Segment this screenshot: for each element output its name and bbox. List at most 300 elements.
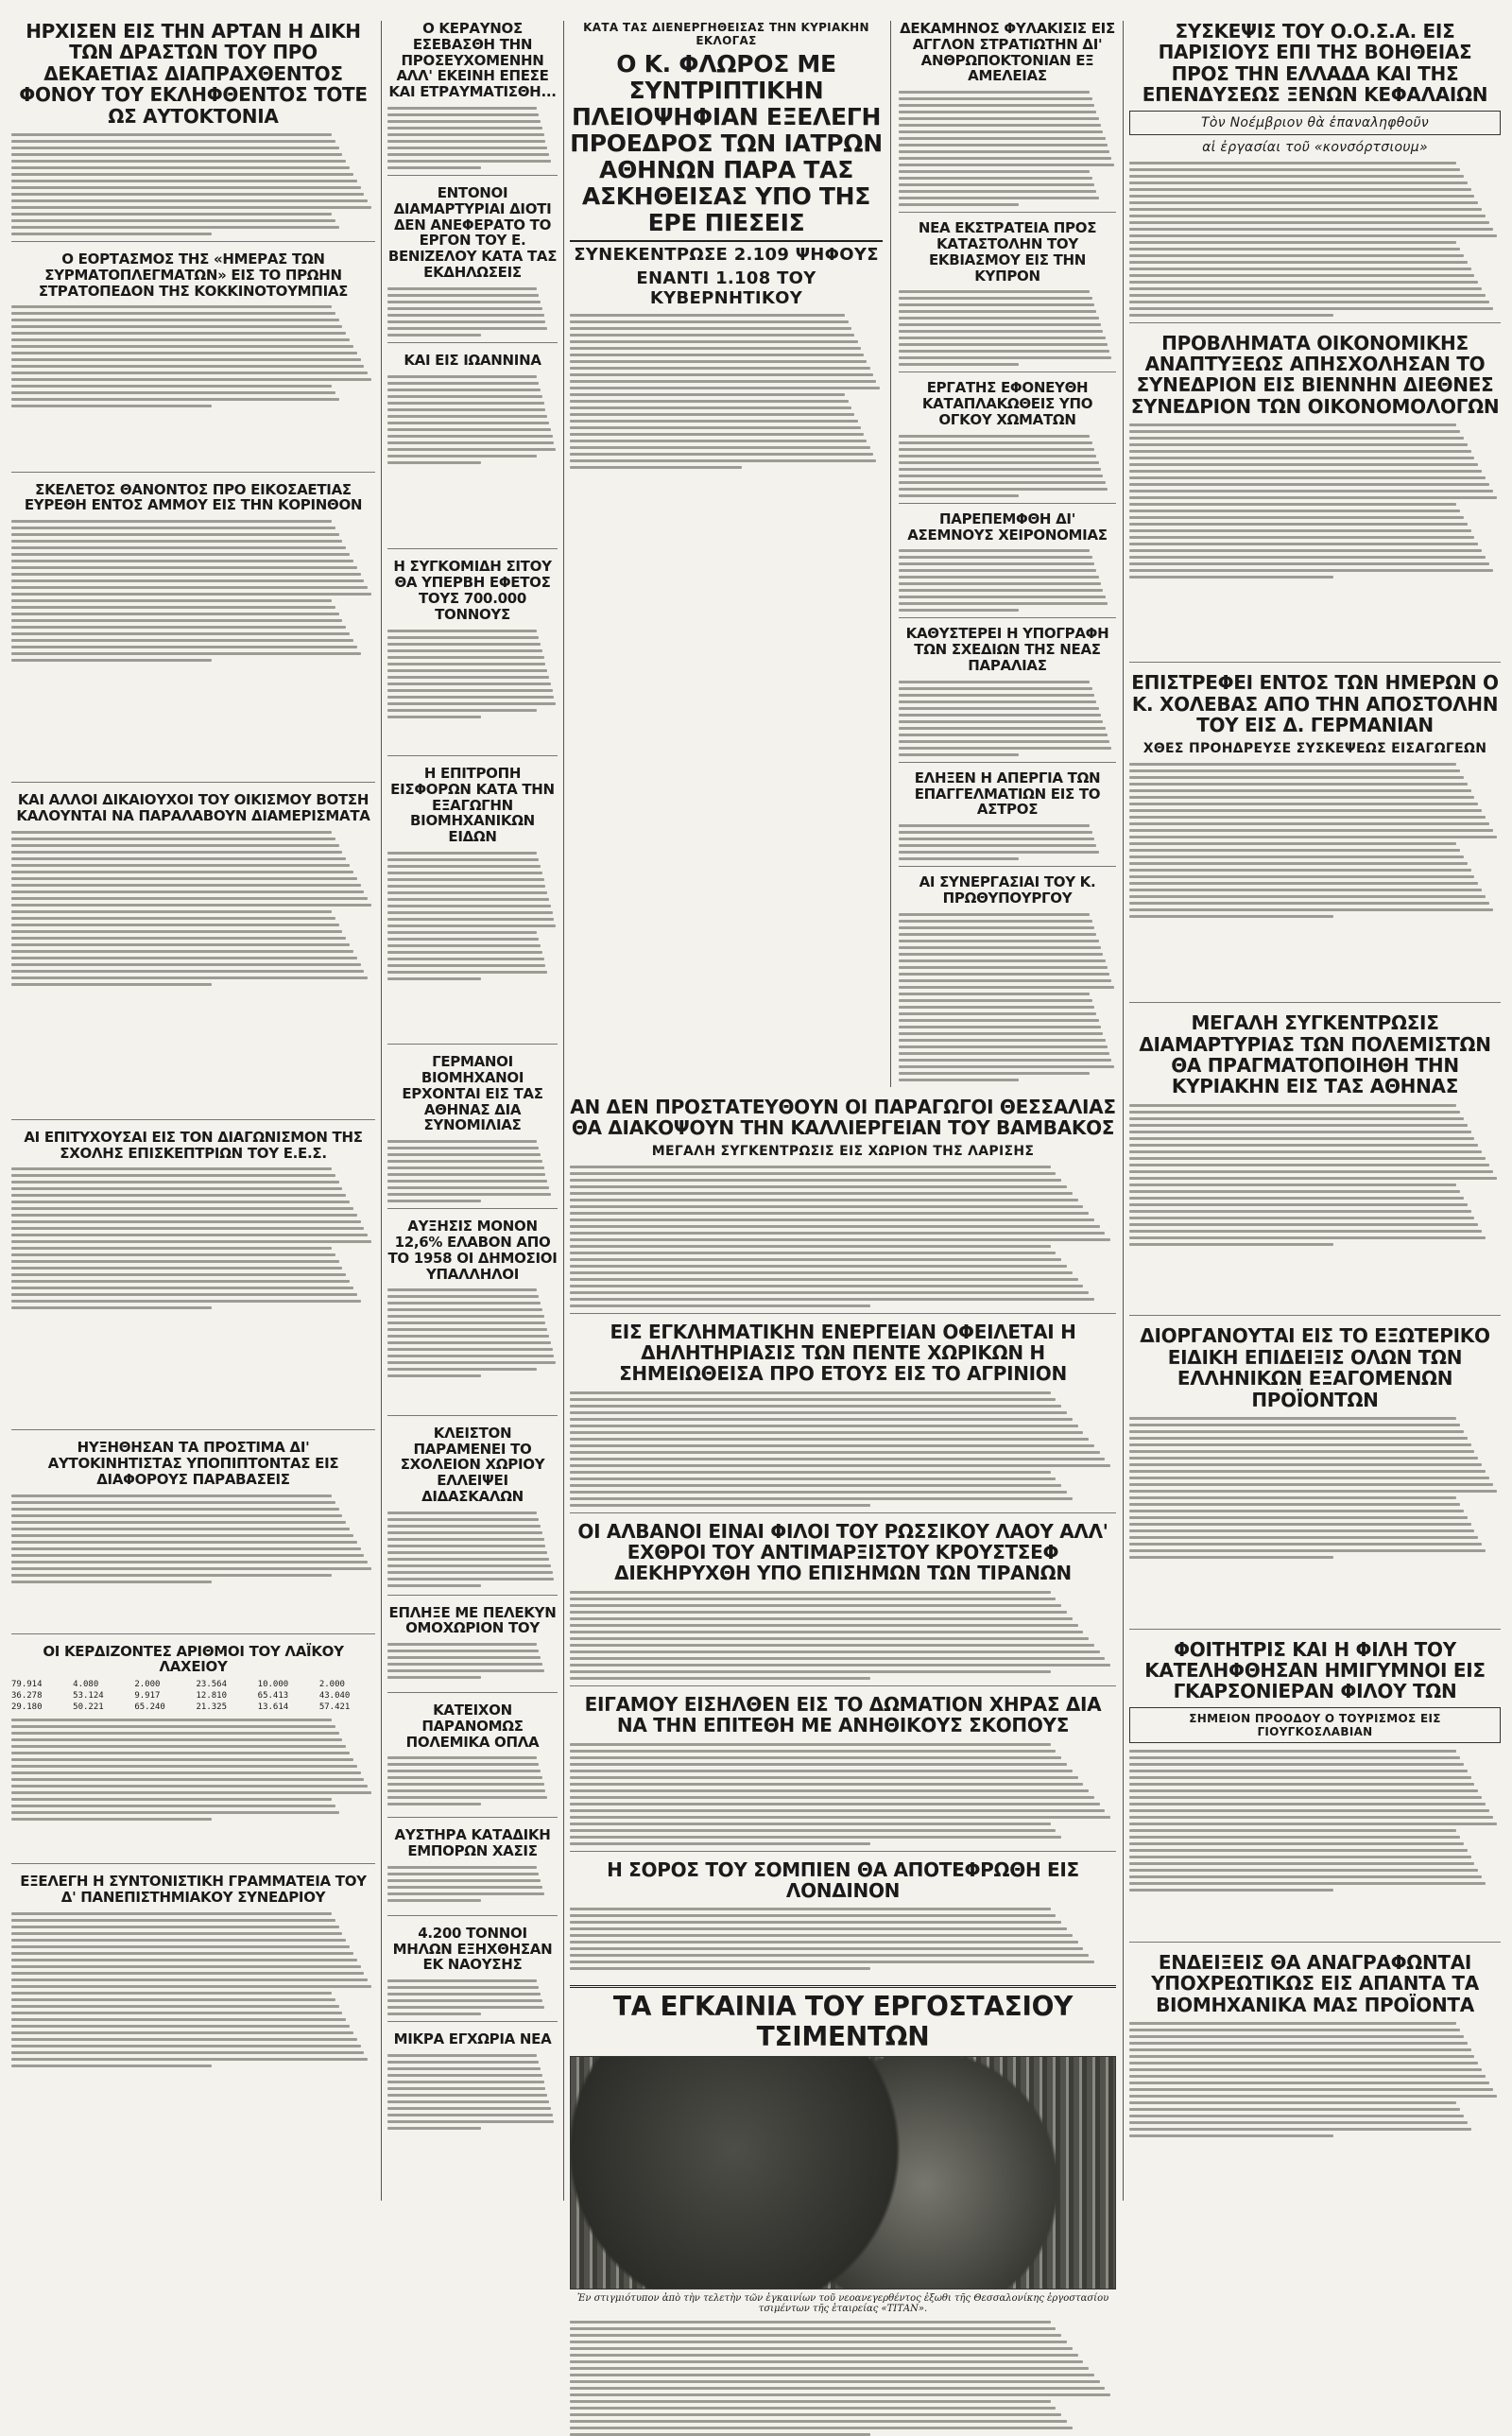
text-line (1129, 549, 1482, 552)
article-col2 (387, 559, 558, 756)
text-line (387, 2127, 481, 2130)
text-line (570, 1927, 1067, 1930)
text-line (387, 2120, 554, 2123)
text-line (570, 347, 861, 350)
article-headline: Ο ΕΟΡΤΑΣΜΟΣ ΤΗΣ «ΗΜΕΡΑΣ ΤΩΝ ΣΥΡΜΑΤΟΠΛΕΓΜΑΤΩΝ» ΕΙΣ ΤΟ ΠΡΩΗΝ ΣΤΡΑΤΟΠΕΔΟΝ ΤΗΣ ΚΟΚΚΙΝΟΤΟΥΜΠΙΑΣ (38, 250, 349, 300)
article-col1 (11, 1644, 375, 1865)
column-rule (381, 21, 382, 2201)
article-headline: ΟΙ ΚΕΡΔΙΖΟΝΤΕΣ ΑΡΙΘΜΟΙ ΤΟΥ ΛΑΪΚΟΥ ΛΑΧΕΙΟΥ (43, 1642, 344, 1676)
right-article (1129, 333, 1501, 664)
text-line (11, 1287, 353, 1289)
lead-subheadline-2: ΕΝΑΝΤΙ 1.108 ΤΟΥ ΚΥΒΕΡΝΗΤΙΚΟΥ (636, 268, 816, 308)
text-line (387, 314, 544, 317)
text-line (899, 727, 1106, 730)
text-line (1129, 1756, 1460, 1759)
lottery-number: 9.917 (134, 1691, 161, 1702)
text-line (570, 1803, 1100, 1805)
text-line (1129, 1131, 1471, 1133)
text-line (1129, 1496, 1456, 1499)
text-line (11, 338, 350, 341)
text-line (1129, 2128, 1471, 2131)
text-line (11, 1758, 353, 1761)
text-line (570, 2367, 1089, 2370)
text-line (1129, 2115, 1464, 2117)
center-article (570, 1521, 1116, 1686)
text-line (899, 714, 1101, 717)
text-line (899, 999, 1092, 1002)
text-line (1129, 1523, 1471, 1526)
text-line (387, 435, 553, 438)
text-line (387, 865, 541, 868)
text-line (899, 170, 1090, 173)
text-line (11, 1187, 342, 1190)
article-headline: ΕΙΓΑΜΟΥ ΕΙΣΗΛΘΕΝ ΕΙΣ ΤΟ ΔΩΜΑΤΙΟΝ ΧΗΡΑΣ ΔΙΑ ΝΑ ΤΗΝ ΕΠΙΤΕΘΗ ΜΕ ΑΝΗΘΙΚΟΥΣ ΣΚΟΠΟΥΣ (584, 1692, 1102, 1737)
article-body (570, 1589, 1116, 1680)
text-line (11, 398, 339, 401)
text-line (1129, 2062, 1478, 2065)
text-line (899, 1032, 1103, 1035)
text-line (1129, 862, 1468, 865)
text-line (387, 1999, 542, 2002)
text-line (570, 1591, 1051, 1594)
text-line (11, 851, 342, 854)
text-line (11, 1932, 342, 1935)
text-line (11, 378, 371, 381)
text-line (570, 446, 870, 449)
text-line (1129, 1137, 1474, 1140)
text-line (899, 926, 1094, 929)
text-line (1129, 2048, 1471, 2051)
text-line (11, 1541, 357, 1544)
text-line (570, 2327, 1056, 2330)
text-line (11, 1738, 342, 1741)
text-line (387, 1650, 539, 1652)
text-line (11, 1528, 350, 1530)
text-line (387, 1348, 553, 1351)
text-line (570, 420, 858, 423)
text-line (570, 1411, 1067, 1414)
center-side-article (899, 511, 1116, 619)
text-line (570, 373, 873, 376)
text-line (11, 877, 357, 880)
center-side-article (899, 21, 1116, 213)
text-line (570, 1491, 1067, 1494)
text-line (899, 979, 1111, 982)
text-line (11, 1306, 212, 1309)
text-line (387, 709, 537, 712)
text-line (1129, 1437, 1468, 1440)
text-line (899, 1019, 1099, 1022)
text-line (1129, 763, 1456, 766)
text-line (11, 312, 335, 315)
text-line (387, 1180, 547, 1183)
text-line (1129, 1842, 1464, 1845)
text-line (387, 2087, 545, 2090)
article-col2 (387, 1605, 558, 1693)
text-line (899, 602, 1108, 605)
text-line (570, 1497, 1073, 1500)
text-line (11, 193, 364, 196)
article-body (387, 1978, 558, 2015)
text-line (387, 696, 554, 699)
text-line (11, 1959, 357, 1961)
text-line (1129, 175, 1464, 178)
text-line (899, 303, 1094, 306)
text-line (1129, 562, 1489, 565)
text-line (387, 1166, 544, 1169)
text-line (387, 1776, 542, 1779)
text-line (1129, 1477, 1489, 1479)
text-line (570, 1285, 1083, 1287)
text-line (387, 1979, 537, 1982)
text-line (11, 520, 332, 523)
text-line (387, 1193, 551, 1196)
text-line (387, 971, 547, 974)
text-line (387, 1525, 541, 1528)
text-line (387, 113, 539, 116)
text-line (11, 1952, 353, 1955)
text-line (1129, 1763, 1464, 1766)
text-line (11, 1798, 332, 1801)
text-line (11, 219, 335, 222)
text-line (11, 345, 353, 348)
text-line (387, 1892, 544, 1895)
text-line (387, 1538, 544, 1541)
text-line (899, 494, 1019, 497)
text-line (570, 2334, 1061, 2337)
text-line (11, 1785, 368, 1788)
text-line (570, 1941, 1078, 1944)
article-body (11, 518, 375, 776)
text-line (1129, 1443, 1471, 1446)
text-line (899, 468, 1101, 471)
article-body (1129, 761, 1501, 997)
text-line (570, 1914, 1056, 1917)
article-headline: ΜΕΓΑΛΗ ΣΥΓΚΕΝΤΡΩΣΙΣ ΔΙΑΜΑΡΤΥΡΙΑΣ ΤΩΝ ΠΟΛΕΜΙΣΤΩΝ ΘΑ ΠΡΑΓΜΑΤΟΠΟΙΗΘΗ ΤΗΝ ΚΥΡΙΑΚΗΝ ΕΙΣ ΤΑΣ ΑΘΗΝΑΣ (1139, 1011, 1491, 1098)
text-line (1129, 809, 1482, 812)
text-line (1129, 1243, 1333, 1246)
text-line (570, 1657, 1105, 1660)
text-line (387, 1676, 481, 1679)
text-line (899, 317, 1099, 320)
text-line (570, 413, 854, 416)
article-col1 (11, 21, 375, 242)
text-line (570, 1644, 1094, 1647)
text-line (570, 1484, 1061, 1487)
text-line (570, 2427, 1073, 2429)
article-col2 (387, 1054, 558, 1209)
text-line (570, 1829, 1056, 1832)
text-line (387, 1315, 544, 1318)
text-line (387, 1571, 553, 1574)
text-line (11, 1547, 361, 1550)
text-line (11, 325, 342, 328)
text-line (11, 213, 332, 216)
text-line (570, 2341, 1067, 2343)
text-line (570, 1232, 1105, 1235)
photo-story (570, 1985, 1116, 2436)
text-line (387, 2074, 542, 2077)
text-line (1129, 241, 1456, 244)
text-line (11, 2051, 364, 2054)
text-line (899, 350, 1109, 353)
lottery-number: 12.810 (196, 1691, 228, 1702)
text-line (387, 1173, 545, 1176)
text-line (1129, 1470, 1486, 1473)
text-line (899, 740, 1109, 743)
text-line (1129, 523, 1468, 526)
text-line (11, 391, 335, 394)
text-line (387, 931, 537, 934)
text-line (1129, 836, 1497, 838)
text-line (1129, 842, 1456, 845)
text-line (11, 831, 332, 834)
article-body (387, 1287, 558, 1408)
text-line (11, 1919, 335, 1922)
text-line (570, 1431, 1083, 1434)
lottery-number: 65.240 (134, 1702, 165, 1713)
text-line (570, 2354, 1078, 2357)
text-line (1129, 261, 1468, 264)
article-col1 (11, 1130, 375, 1431)
text-line (1129, 1217, 1474, 1219)
text-line (1129, 1223, 1478, 1226)
lead-headline: Ο Κ. ΦΛΩΡΟΣ ΜΕ ΣΥΝΤΡΙΠΤΙΚΗΝ ΠΛΕΙΟΨΗΦΙΑΝ ΕΞΕΛΕΓΗ ΠΡΟΕΔΡΟΣ ΤΩΝ ΙΑΤΡΩΝ ΑΘΗΝΩΝ ΠΑΡΑ ΤΑΣ ΑΣΚΗΘΕΙΣΑΣ ΥΠΟ ΤΗΣ ΕΡΕ ΠΙΕΣΕΙΣ (570, 50, 883, 236)
text-line (570, 320, 849, 323)
text-line (387, 1341, 551, 1344)
text-line (1129, 1450, 1474, 1453)
text-line (387, 1669, 544, 1672)
text-line (387, 918, 554, 921)
text-line (570, 387, 880, 389)
text-line (570, 1425, 1078, 1427)
text-line (387, 166, 481, 169)
article-body (1129, 1415, 1501, 1623)
text-line (1129, 2022, 1456, 2025)
text-line (1129, 2042, 1468, 2045)
text-line (1129, 908, 1493, 911)
right-column (1129, 21, 1501, 2201)
text-line (1129, 1190, 1460, 1193)
text-line (387, 885, 545, 888)
text-line (570, 1405, 1061, 1408)
article-body (11, 1493, 375, 1628)
text-line (899, 197, 1099, 199)
article-body (387, 850, 558, 1038)
text-line (1129, 875, 1474, 878)
text-line (1129, 510, 1460, 512)
text-line (1129, 457, 1474, 459)
article-headline: ΕΡΓΑΤΗΣ ΕΦΟΝΕΥΘΗ ΚΑΤΑΠΛΑΚΩΘΕΙΣ ΥΠΟ ΟΓΚΟΥ ΧΩΜΑΤΩΝ (921, 379, 1093, 428)
text-line (570, 1796, 1094, 1799)
lottery-number: 4.080 (73, 1680, 99, 1690)
article-headline: ΝΕΑ ΕΚΣΤΡΑΤΕΙΑ ΠΡΟΣ ΚΑΤΑΣΤΟΛΗΝ ΤΟΥ ΕΚΒΙΑΣΜΟΥ ΕΙΣ ΤΗΝ ΚΥΠΡΟΝ (918, 219, 1097, 285)
text-line (899, 290, 1090, 293)
text-line (570, 2360, 1083, 2363)
text-line (387, 898, 549, 901)
factory-inauguration-photo (570, 2056, 1116, 2289)
text-line (1129, 2095, 1497, 2098)
text-line (1129, 1829, 1456, 1832)
text-line (11, 358, 361, 361)
text-line (1129, 1463, 1482, 1466)
article-headline: Η ΕΠΙΤΡΟΠΗ ΕΙΣΦΟΡΩΝ ΚΑΤΑ ΤΗΝ ΕΞΑΓΩΓΗΝ ΒΙΟΜΗΧΑΝΙΚΩΝ ΕΙΔΩΝ (390, 765, 555, 846)
text-line (570, 1298, 1094, 1301)
text-line (570, 406, 851, 409)
text-line (899, 144, 1108, 147)
text-line (387, 327, 547, 330)
text-line (899, 441, 1092, 444)
lottery-numbers-table (11, 1680, 375, 1712)
center-articles (570, 1097, 1116, 1977)
text-line (387, 422, 549, 424)
text-line (1129, 1236, 1486, 1239)
text-line (11, 606, 335, 609)
lottery-number: 79.914 (11, 1680, 43, 1690)
text-line (11, 226, 339, 229)
text-line (11, 233, 212, 235)
text-line (570, 1464, 1110, 1467)
lead-kicker: ΚΑΤΑ ΤΑΣ ΔΙΕΝΕΡΓΗΘΕΙΣΑΣ ΤΗΝ ΚΥΡΙΑΚΗΝ ΕΚΛΟΓΑΣ (583, 21, 869, 47)
text-line (387, 1986, 539, 1989)
text-line (11, 1945, 350, 1948)
text-line (11, 180, 357, 182)
text-line (570, 1770, 1073, 1772)
text-line (387, 1886, 542, 1889)
text-line (387, 2061, 539, 2064)
text-line (387, 1355, 554, 1357)
article-headline: ΑΙ ΕΠΙΤΥΧΟΥΣΑΙ ΕΙΣ ΤΟΝ ΔΙΑΓΩΝΙΣΜΟΝ ΤΗΣ ΣΧΟΛΗΣ ΕΠΙΣΚΕΠΤΡΙΩΝ ΤΟΥ Ε.Ε.Σ. (24, 1128, 363, 1162)
text-line (11, 613, 339, 615)
center-side-article (899, 626, 1116, 762)
article-headline: ΓΕΡΜΑΝΟΙ ΒΙΟΜΗΧΑΝΟΙ ΕΡΧΟΝΤΑΙ ΕΙΣ ΤΑΣ ΑΘΗΝΑΣ ΔΙΑ ΣΥΝΟΜΙΛΙΑΣ (402, 1053, 543, 1134)
text-line (899, 488, 1108, 491)
text-line (1129, 490, 1493, 492)
text-line (899, 91, 1090, 94)
article-subheadline: ΧΘΕΣ ΠΡΟΗΔΡΕΥΣΕ ΣΥΣΚΕΨΕΩΣ ΕΙΣΑΓΩΓΕΩΝ (1143, 740, 1487, 756)
text-line (387, 891, 547, 894)
text-line (387, 448, 556, 451)
text-line (1129, 556, 1486, 559)
text-line (570, 2420, 1067, 2423)
text-line (899, 953, 1103, 956)
text-line (387, 140, 545, 143)
text-line (1129, 463, 1478, 466)
text-line (570, 453, 873, 456)
text-line (570, 1418, 1073, 1421)
text-line (1129, 483, 1489, 486)
text-line (1129, 1796, 1482, 1799)
text-line (899, 310, 1096, 313)
article-col2 (387, 2031, 558, 2201)
text-line (1129, 1170, 1493, 1173)
article-body (1129, 422, 1501, 656)
text-line (387, 1374, 481, 1377)
text-line (1129, 889, 1482, 891)
text-line (899, 681, 1090, 683)
text-line (11, 1521, 346, 1524)
text-line (899, 556, 1092, 559)
lottery-number: 50.221 (73, 1702, 104, 1713)
text-line (11, 857, 346, 860)
article-body (1129, 2020, 1501, 2195)
text-line (570, 1961, 1094, 1963)
text-line (1129, 1856, 1471, 1858)
text-line (11, 579, 364, 582)
text-line (899, 720, 1103, 723)
article-body (899, 288, 1116, 366)
text-line (1129, 188, 1471, 191)
text-line (570, 1304, 870, 1307)
text-line (899, 1072, 1090, 1075)
text-line (570, 1816, 1110, 1819)
text-line (570, 1218, 1094, 1221)
text-line (387, 1558, 549, 1561)
text-line (11, 586, 368, 589)
text-line (899, 137, 1106, 140)
text-line (387, 964, 545, 967)
text-line (387, 1140, 537, 1143)
lottery-number: 57.421 (318, 1702, 351, 1713)
lead-body (570, 312, 883, 1087)
text-line (899, 150, 1109, 153)
text-line (387, 1361, 556, 1364)
text-line (387, 461, 481, 464)
text-line (570, 1631, 1083, 1633)
text-line (570, 1398, 1056, 1401)
right-top-sub1: Τὸν Νοέμβριον θὰ ἐπαναληφθοῦν (1129, 111, 1501, 135)
text-line (1129, 450, 1471, 453)
text-line (11, 897, 368, 900)
text-line (570, 1598, 1056, 1600)
text-line (570, 1611, 1067, 1614)
text-line (899, 582, 1101, 585)
right-article (1129, 1325, 1501, 1629)
text-line (11, 1167, 332, 1170)
text-line (387, 1663, 542, 1666)
text-line (1129, 1836, 1460, 1839)
article-headline: ΚΑΙ ΕΙΣ ΙΩΑΝΝΙΝΑ (404, 351, 541, 369)
text-line (570, 1185, 1067, 1188)
text-line (1129, 443, 1468, 446)
text-line (570, 1238, 1110, 1241)
text-line (11, 1939, 346, 1942)
text-line (387, 408, 545, 411)
right-top-sub2: αἱ ἐργασίαι τοῦ «κονσόρτσιουμ» (1202, 139, 1428, 155)
text-line (570, 1192, 1073, 1195)
text-line (1129, 430, 1460, 433)
text-line (1129, 2035, 1464, 2038)
text-line (570, 1783, 1083, 1786)
text-line (387, 858, 539, 861)
lottery-number: 29.180 (11, 1702, 43, 1713)
center-article (570, 1694, 1116, 1852)
article-body (899, 89, 1116, 206)
text-line (11, 593, 371, 596)
lottery-number: 36.278 (11, 1691, 43, 1702)
text-line (387, 1200, 481, 1202)
text-line (11, 1227, 364, 1230)
text-line (11, 943, 350, 946)
text-line (11, 976, 368, 979)
text-line (387, 636, 539, 639)
text-line (11, 1978, 368, 1981)
text-line (11, 1534, 353, 1537)
text-line (1129, 1424, 1460, 1426)
text-line (1129, 1543, 1482, 1546)
text-line (387, 663, 545, 665)
article-body (1129, 1748, 1501, 1936)
